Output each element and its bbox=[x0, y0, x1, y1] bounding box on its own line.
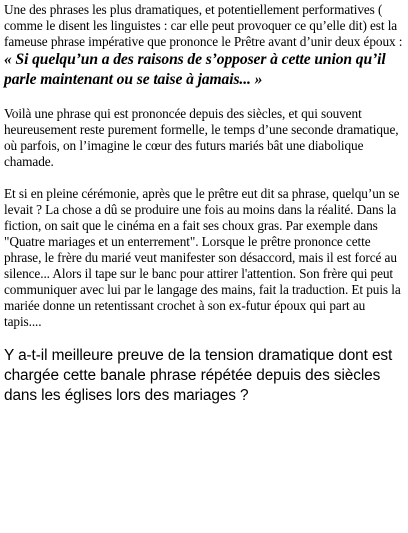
document-body bbox=[4, 2, 404, 406]
priest-quote: « Si quelqu’un a des raisons de s’opposer à cette union qu’il parle maintenant ou se taise à jamais... » bbox=[4, 51, 386, 88]
closing-question-paragraph: Y a-t-il meilleure preuve de la tension dramatique dont est chargée cette banale phrase répétée depuis des siècles dans les églises lors des mariages ? bbox=[4, 347, 393, 404]
fiction-example-paragraph: Et si en pleine cérémonie, après que le prêtre eut dit sa phrase, quelqu’un se levait ? La chose a dû se produire une fois au moins dans la réalité. Dans la fiction, on sait que le cinéma en a fait ses choux gras. Par exemple dans "Quatre mariages et un enterrement". Lorsque le prêtre prononce cette phrase, le frère du marié veut manifester son désaccord, mais il est forcé au silence... Alors il tape sur le banc pour attirer l'attention. Son frère qui peut communiquer avec lui par le langage des mains, fait la traduction. Et puis la mariée donne un retentissant crochet à son ex-futur époux qui part au tapis.... bbox=[4, 186, 401, 329]
formal-phrase-paragraph: Voilà une phrase qui est prononcée depuis des siècles, et qui souvent heureusement reste purement formelle, le temps d’une seconde dramatique, où parfois, on l’imagine le cœur des futurs mariés bât une diabolique chamade. bbox=[4, 106, 399, 169]
intro-text: Une des phrases les plus dramatiques, et potentiellement performatives ( comme le disent les linguistes : car elle peut provoquer ce qu’elle dit) est la fameuse phrase impérative que prononce le Prêtre avant d’unir deux époux : bbox=[4, 2, 403, 49]
intro-paragraph bbox=[4, 2, 404, 90]
